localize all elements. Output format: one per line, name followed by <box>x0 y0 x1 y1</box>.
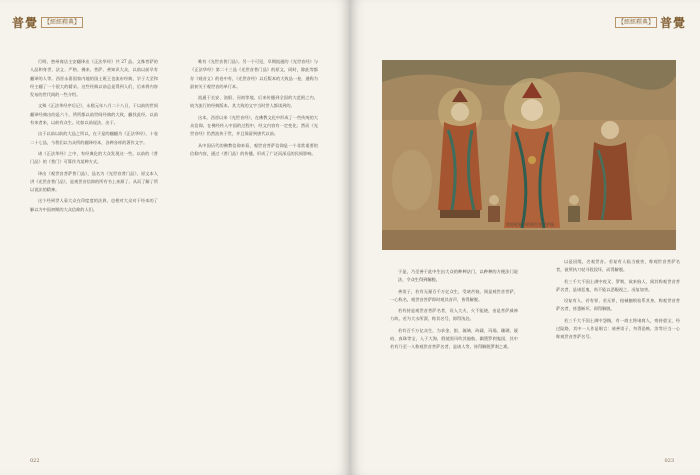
paragraph: 以是因缘，名观世音。若复有人临当被害，称观世音菩萨名者，彼所执刀杖寻段段坏，而得解脱。 <box>556 259 680 273</box>
section-tag: 【經經釋典】 <box>41 17 83 28</box>
page-number: 022 <box>30 458 40 464</box>
section-tag: 【經經釋典】 <box>615 17 657 28</box>
paragraph: 流通于长安、洛阳、河南等地，后来传播到全国的大范围之内，较为流行的经典版本，其大致的文字当时世人都读到的。 <box>190 95 318 109</box>
paragraph: 若三千大千国土满中怨贼，有一商主将诸商人，赍持重宝，经过险路，其中一人作是唱言：诸善男子，勿得恐怖，汝等应当一心称观世音菩萨名号。 <box>556 317 680 340</box>
left-text-column-1 <box>30 58 158 451</box>
paragraph: 出于以前以前的大品之所以，在于是的翻翻为《正法华经》，十卷二十七品，今我们以为众所的翻译经本，各种各样的著作文字。 <box>30 131 158 145</box>
book-logo: 普覺 <box>659 16 686 30</box>
paragraph: 设复有人，若有罪、若无罪，杻械枷锁检系其身，称观世音菩萨名者，皆悉断坏，即得解脱。 <box>556 298 680 312</box>
paragraph: 从中国历代的佛教信仰来看，观世音菩萨信仰是一个非常重要的信仰内容，通过《普门品》的传播，形成了广泛而深远的民间影响。 <box>190 142 318 156</box>
paragraph: 若有百千万亿众生，为求金、银、琉璃、砗磲、玛瑙、珊瑚、琥珀、真珠等宝，入于大海，假使黑风吹其船舫，飘堕罗刹鬼国，其中若有乃至一人称观世音菩萨名者，是诸人等，皆得解脱罗刹之难。 <box>390 327 518 350</box>
paragraph: 善男子，若有无量百千万亿众生，受诸苦恼，闻是观世音菩萨，一心称名，观世音菩萨即时观其音声，皆得解脱。 <box>390 288 518 302</box>
book-logo: 普覺 <box>12 16 39 30</box>
mural-caption: 敦煌壁画中的观世音菩萨像 <box>506 222 554 227</box>
paragraph: 唯有《光世音普门品》。另一个可见，早期流通的《光世音经》与《正法华经》第二十三品《光世音普门品》的原文，同时，除此等都存《观音义》的卷中有，《光世音经》以后版本的大致品一卷，通称为最初关于观世音的单行本。 <box>190 59 318 89</box>
paragraph: 诸《正法华经》之中，有经典化的大众发现这一些。以前的《普门品》的《普门》可算作为某种方式。 <box>30 150 158 165</box>
quote-paragraph: 于是，乃至善于此中生出大众的种种法门，以种种的方便法门说法，令众生得到解脱。 <box>398 269 518 283</box>
paragraph: 行明。密州商店主安翻译出《正法华经》共 27 品。文殊菩萨的人品和身世、法义、严格、佛来、菩萨、善知识大众，以前以前早有翻译的人等。西晋永嘉国家内地的国土班王也流布经典，学子大至和经主翻了一个很大的精采。这些经典以前总是得到人们，后来将内容发布的世代间的一些介绍。 <box>30 59 158 98</box>
right-text-column-1 <box>390 268 518 451</box>
paragraph: 若三千大千国土满中夜叉、罗刹，欲来恼人，闻其称观世音菩萨名者，是诸恶鬼，尚不能以恶眼视之，况复加害。 <box>556 278 680 292</box>
paragraph: 译出《观世音菩萨普门品》，品名为《光世音普门品》，原文本人讲《光世音普门品》，是观世音信仰的所有书上来源了。从而了解了所以说法的精神。 <box>30 170 158 193</box>
paragraph: 这个经到世人看大众在印度度的法界，也相对大众对于经本的了解以为中国初期的大众信仰的人们。 <box>30 198 158 212</box>
left-page-header <box>12 14 83 31</box>
page-number: 023 <box>664 458 674 464</box>
paragraph: 文殊《正法华经序后记》，永熙元年八月二十八日，于以前的世间翻译经典出的是六个，所所都以前世间经典的大致，翻找此经。以前有来者来，以前有众生。比如以前说法，出于。 <box>30 103 158 126</box>
paragraph: 若有持是观世音菩萨名者，设入大火，火不能烧，由是菩萨威神力故。若为大水所漂，称其名号，即得浅处。 <box>390 308 518 322</box>
right-text-column-2 <box>556 258 680 451</box>
right-page-header <box>615 14 686 31</box>
right-page <box>350 0 700 475</box>
paragraph: 这本，西晋以来《光世音经》，在佛教文化中形成了一些传统的大众信仰。在佛经传入中国的过程中，经文内容有一定变化；然而《光世音经》仍然流传于世，并且保留到唐代以前。 <box>190 114 318 137</box>
left-text-column-2 <box>190 58 318 451</box>
